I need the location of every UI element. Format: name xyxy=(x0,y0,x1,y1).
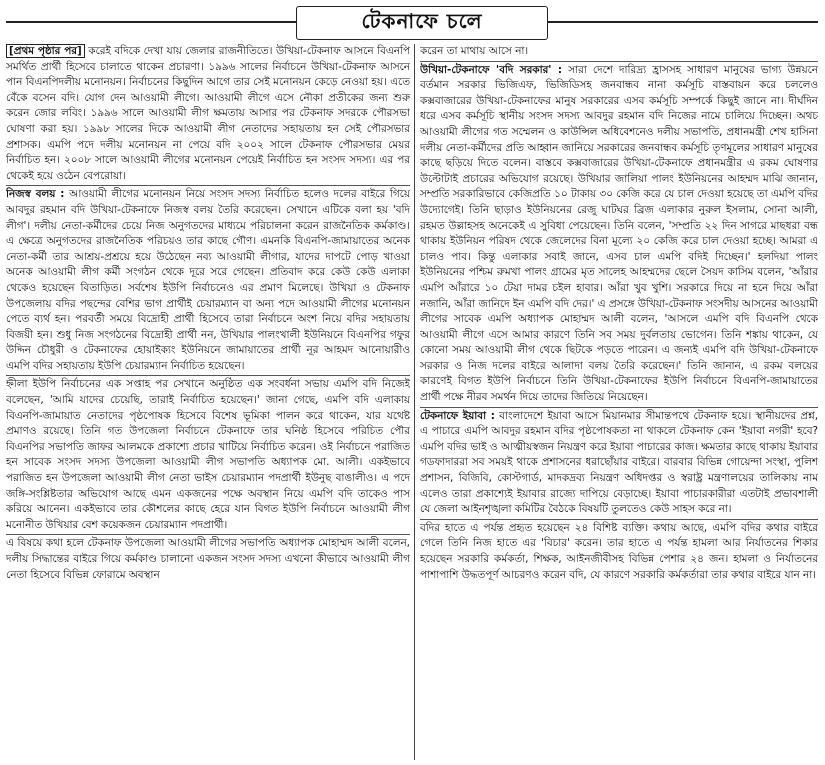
paragraph-text: করেন তা মাথায় আসে না। xyxy=(420,45,529,57)
paragraph-continued xyxy=(6,44,410,184)
paragraph-hnila xyxy=(6,377,410,533)
section-divider xyxy=(6,375,410,376)
section-divider xyxy=(420,61,818,62)
section-divider xyxy=(6,185,410,186)
paragraph-text: আওয়ামী লীগের মনোনয়ন নিয়ে সংসদ সদস্য নির্বাচিত হলেও দলের বাইরে গিয়ে আবদুর রহমান বদি উখিয়া-টেকনাফে নিজস্ব বলয় তৈরি করেছেন। সেখানে এটিকে বলা হয় 'বদি লীগ'। দলীয় নেতা-কর্মীদের চেয়ে নিজ অনুগতদের মাধ্যমে পরিচালনা করেন রাজনৈতিক কর্মকাণ্ড। এ ক্ষেত্রে অনুগতদের রাজনৈতিক পরিচয়ও তার কাছে গৌণ। এমনকি বিএনপি-জামায়াতের অনেক নেতা-কর্মী তার আশ্রয়-প্রশ্রয়ে হয়ে উঠেছেন নব্য আওয়ামী লীগার, যাদের দাপটে পোড় খাওয়া অনেক আওয়ামী লীগ কর্মী সংগঠন থেকে দূরে সরে গেছেন। প্রতিবাদ করে কেউ কেউ এলাকা থেকেও হয়েছেন বিতাড়িত। সর্বশেষ ইউপি নির্বাচনেও এর প্রমাণ মিলেছে। উখিয়া ও টেকনাফ উপজেলায় বদির পছন্দের বেশির ভাগ প্রার্থীই চেয়ারম্যান বা অন্য পদে আওয়ামী লীগের মনোনয়ন পেতে ব্যর্থ হন। পরবর্তী সময়ে বিদ্রোহী প্রার্থী হিসেবে তারা নির্বাচনে অংশ নিয়ে বদির সহায়তায় বিজয়ী হন। শুধু নিজ সংগঠনের বিদ্রোহী প্রার্থী নন, উখিয়ার পালংখালী ইউনিয়নে বিএনপির গফুর উদ্দিন চৌধুরী ও টেকনাফের হোয়াইক্যং ইউনিয়নে জামায়াতের প্রার্থী নূর আহমদ আনোয়ারীও এমপি বদির সহায়তায় ইউপি চেয়ারম্যান নির্বাচিত হয়েছেন। xyxy=(6,188,410,372)
column-divider xyxy=(414,44,415,760)
paragraph-text: হ্নীলা ইউপি নির্বাচনের এক সপ্তাহ পর সেখানে অনুষ্ঠিত এক সংবর্ধনা সভায় এমপি বদি নিজেই বলেছেন, 'আমি যাদের চেয়েছি, তারাই নির্বাচিত হয়েছেন।' জানা গেছে, এমপি বদি এলাকায় বিএনপি-জামায়াত নেতাদের পৃষ্ঠপোষক হিসেবে বিশেষ ভূমিকা পালন করে থাকেন, যার যথেষ্ট প্রমাণও রয়েছে। তিনি গত উপজেলা নির্বাচনে টেকনাফে তার ঘনিষ্ঠ হিসেবে পরিচিত পৌর বিএনপির সভাপতি জাফর আলমকে প্রকাশ্যে প্রচার খাটিয়ে নির্বাচিত করেন। ওই নির্বাচনে পরাজিত হন সাবেক সংসদ সদস্য উপজেলা আওয়ামী লীগ সভাপতি অধ্যাপক মো. আলী। একইভাবে পরাজিত হন উপজেলা আওয়ামী লীগ নেতা ভাইস চেয়ারম্যান পদপ্রার্থী ইউনুছ বাঙালীও। এ পদে জঙ্গি-সংশ্লিষ্টতার অভিযোগ আছে এমন একজনের পক্ষে অবস্থান নিয়ে এমপি বদি তাকেও পাস করিয়ে আনেন। একইভাবে তার কৌশলের কাছে হেরে যান বিগত ইউপি নির্বাচনে আওয়ামী লীগ মনোনীত উখিয়ার বেশ কয়েকজন চেয়ারম্যান পদপ্রার্থী। xyxy=(6,378,410,531)
paragraph-assaults xyxy=(420,521,818,583)
paragraph-yaba xyxy=(420,409,818,518)
subheading: টেকনাফে ইয়াবা : xyxy=(420,409,495,422)
paragraph-own-sphere xyxy=(6,187,410,374)
subheading: নিজস্ব বলয় : xyxy=(6,188,65,201)
paragraph-bodi-government xyxy=(420,63,818,406)
paragraph-text: সারা দেশে দারিদ্র্য হ্রাসসহ সাধারণ মানুষের ভাগ্য উন্নয়নে বর্তমান সরকার ভিজিএফ, ভিজিডিসহ জনবান্ধব নানা কর্মসূচি বাস্তবায়ন করে চললেও কক্সবাজারের উখিয়া-টেকনাফের মানুষ সরকারের এসব কর্মসূচি সম্পর্কে কিছুই জানে না। দীর্ঘদিন ধরে এসব কর্মসূচি স্থানীয় সংসদ সদস্য আবদুর রহমান বদি নিজের নামে চালিয়ে দিচ্ছেন। অথচ আওয়ামী লীগের গত সম্মেলন ও কাউন্সিল অধিবেশনেও দলীয় সভাপতি, প্রধানমন্ত্রী শেখ হাসিনা দলীয় নেতা-কর্মীদের প্রতি আহ্বান জানিয়ে সরকারের জনবান্ধব কর্মসূচি তৃণমূলের সাধারণ মানুষের কাছে ছড়িয়ে দিতে বলেন। বাস্তবে কক্সবাজারের উখিয়া-টেকনাফে প্রধানমন্ত্রীর এ রকম ঘোষণার উল্টোটাই প্রচারের অভিযোগ রয়েছে। উখিয়ার জালিয়া পালং ইউনিয়নের আহম্মদ মাঝি জানান, সম্প্রতি সরকারিভাবে কেজিপ্রতি ১০ টাকায় ৩০ কেজি করে যে চাল দেওয়া হয়েছে তা এমপি বদির উদ্যোগেই। তিনি ছাড়াও ইউনিয়নের রেজু ঘাটঘর ব্রিজ এলাকার নুরুল ইসলাম, সোনা আলী, রহমত উল্লাহসহ অনেকেই এ সুবিধা পেয়েছেন। তিনি বলেন, 'সম্প্রতি ২২ দিন সাগরে মাছধরা বন্ধ থাকায় ইউনিয়ন পরিষদ থেকে জেলেদের বিনা মূল্যে ২০ কেজি করে চাল দেওয়া হচ্ছে। আমরা এ চালও পাব। কিন্তু এলাকার সবাই জানে, এসব চাল এমপি বদিই দিচ্ছেন।' হলদিয়া পালং ইউনিয়নের পশ্চিম রুমখা পালং গ্রামের মৃত সালেহ আহম্মদের ছেলে সৈয়দ কাসিম বলেন, 'আঁরার এমপি আঁরারে ১০ টেয়া দামর চইল হাবার। আঁরা খুব খুশি। সরকারে দিয়ে না হনে দিয়ে আঁরা নজানি, আঁরা জানিদে ইন এমপি বদি দের।' এ প্রসঙ্গে উখিয়া-টেকনাফ সংসদীয় আসনের আওয়ামী লীগের সাবেক এমপি অধ্যাপক মোহাম্মদ আলী বলেন, 'আসলে এমপি বদি বিএনপি থেকে আওয়ামী লীগে এসে আমার কারণে তিনি সব সময় দুর্বলতায় ভোগেন। তিনি শঙ্কায় থাকেন, যে কোনো সময় আওয়ামী লীগ থেকে ছিটকে পড়তে পারেন। এ জন্যই এমপি বদি উখিয়া-টেকনাফে সরকার ও নিজ দলের বাইরে আলাদা বলয় তৈরি করেছেন।' তিনি জানান, এ রকম বলয়ের কারণেই বিগত ইউপি নির্বাচনে তিনি উখিয়া-টেকনাফের ইউপি নির্বাচনে বিএনপি-জামায়াতের প্রার্থী পক্ষে নীরব সমর্থন দিয়ে তাদের জিতিয়ে নিয়েছেন। xyxy=(420,63,818,404)
paragraph-text: বাংলাদেশে ইয়াবা আসে মিয়ানমার সীমান্তপথে টেকনাফ হয়ে। স্থানীয়দের প্রশ্ন, এ পাচারে এমপি আবদুর রহমান বদির পৃষ্ঠপোষকতা না থাকলে টেকনাফ কেন 'ইয়াবা নগরী' হবে? এমপি বদির ভাই ও আত্মীয়স্বজন নিয়ন্ত্রণ করে ইয়াবা পাচারের কাজ। ক্ষমতার কাছে থাকায় ইয়াবার গডফাদাররা সব সময়ই থাকে প্রশাসনের ধরাছোঁয়ার বাইরে। বারবার বিভিন্ন গোয়েন্দা সংস্থা, পুলিশ প্রশাসন, বিজিবি, কোস্টগার্ড, মাদকদ্রব্য নিয়ন্ত্রণ অধিদপ্তর ও স্বরাষ্ট্র মন্ত্রণালয়ের তালিকায় নাম এলেও তারা প্রকাশ্যেই ইয়াবার রাজ্যে দাপিয়ে বেড়াচ্ছে। ইয়াবা পাচারকারীরা এতটাই প্রভাবশালী যে জেলা আইনশৃঙ্খলা কমিটির বৈঠকে বিষয়টি তুলতেও কেউ সাহস করে না। xyxy=(420,409,818,516)
paragraph-upazila-president xyxy=(6,536,410,583)
section-divider xyxy=(420,407,818,408)
section-divider xyxy=(6,534,410,535)
continuation-marker: [প্রথম পৃষ্ঠার পর] xyxy=(6,44,85,58)
paragraph-text: করেই বদিকে দেখা যায় জেলার রাজনীতিতে। উখিয়া-টেকনাফ আসনে বিএনপি সমর্থিত প্রার্থী হিসেবে চালাতে থাকেন প্রচারণা। ১৯৯৬ সালের নির্বাচনে উখিয়া-টেকনাফ আসনে পান বিএনপিদলীয় মনোনয়ন। নির্বাচনের কিছুদিন আগে তার সেই মনোনয়ন কেড়ে নেওয়া হয়। এতে বেঁকে বসেন বদি। যোগ দেন আওয়ামী লীগে। আওয়ামী লীগে এসে নৌকা প্রতীকের জন্য শুরু করেন জোর লবিং। ১৯৯৬ সালে আওয়ামী লীগ ক্ষমতায় আসার পর টেকনাফ সদরকে পৌরসভা ঘোষণা করা হয়। ১৯৯৮ সালের দিকে আওয়ামী লীগ নেতাদের সহায়তায় হন সেই পৌরসভার প্রশাসক। এমপি পদে দলীয় মনোনয়ন না পেয়ে বদি ২০০২ সালে টেকনাফ পৌরসভার মেয়র নির্বাচিত হন। ২০০৮ সালে আওয়ামী লীগের মনোনয়ন পেয়েই নির্বাচিত হন সংসদ সদস্য। এর পর থেকেই হয়ে ওঠেন বেপরোয়া। xyxy=(6,45,410,182)
section-title: টেকনাফে চলে xyxy=(296,6,548,40)
right-column xyxy=(420,44,818,760)
paragraph-continued-right xyxy=(420,44,818,60)
section-header xyxy=(6,6,818,40)
section-divider xyxy=(420,519,818,520)
subheading: উখিয়া-টেকনাফে 'বদি সরকার' : xyxy=(420,63,563,76)
left-column xyxy=(6,44,410,760)
paragraph-text: বদির হাতে এ পর্যন্ত প্রহৃত হয়েছেন ২৪ বিশিষ্ট ব্যক্তি। কথায় আছে, এমপি বদির কথার বাইরে গেলে তিনি নিজ হাতে এর 'বিচার' করেন। তার হাতে এ পর্যন্ত হামলা আর নির্যাতনের শিকার হয়েছেন সরকারি কর্মকর্তা, শিক্ষক, আইনজীবীসহ বিভিন্ন পেশার ২৪ জন। হামলা ও নির্যাতনের পাশাপাশি উদ্ধতপূর্ণ আচরণও করেন বদি, যে কারণে সরকারি কর্মকর্তারা তার কথার বাইরে যান না। xyxy=(420,521,818,581)
paragraph-text: এ বিষয়ে কথা হলে টেকনাফ উপজেলা আওয়ামী লীগের সভাপতি অধ্যাপক মোহাম্মদ আলী বলেন, দলীয় সিদ্ধান্তের বাইরে গিয়ে কর্মকাণ্ড চালানো একজন সংসদ সদস্য এখনো কীভাবে আওয়ামী লীগ নেতা হিসেবে বিভিন্ন ফোরামে অবস্থান xyxy=(6,537,410,581)
article-columns xyxy=(6,44,818,760)
